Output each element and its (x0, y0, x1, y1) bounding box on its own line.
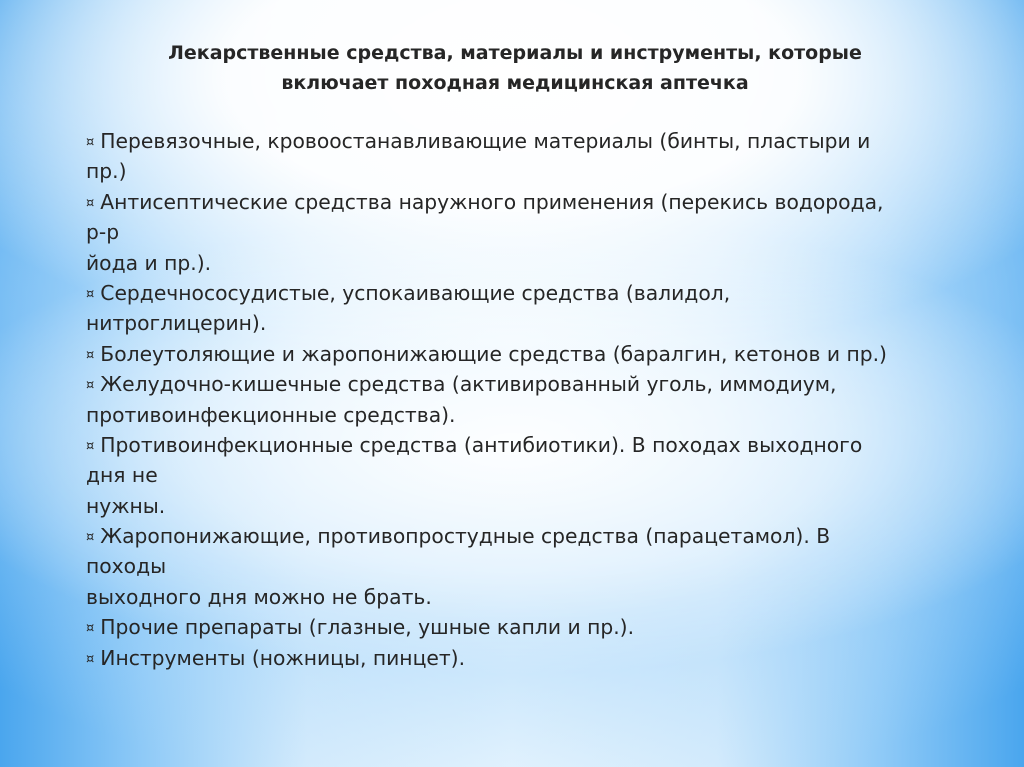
list-line (86, 491, 986, 521)
list-line-text: Болеутоляющие и жаропонижающие средства (баралгин, кетонов и пр.) (100, 341, 887, 366)
list-line-text: Противоинфекционные средства (антибиотики). В походах выходного (100, 432, 863, 457)
list-line (86, 430, 986, 460)
bullet-icon: ¤ (86, 195, 95, 211)
list-line (86, 551, 986, 581)
list-line (86, 187, 986, 217)
list-line (86, 612, 986, 642)
list-line-text: йода и пр.). (86, 250, 212, 275)
bullet-icon: ¤ (86, 286, 95, 302)
list-line-text: Жаропонижающие, противопростудные средства (парацетамол). В (100, 524, 831, 549)
list-line-text: Прочие препараты (глазные, ушные капли и пр.). (100, 615, 635, 640)
list-line (86, 126, 986, 156)
list-line (86, 643, 986, 673)
list-line-text: дня не (86, 463, 158, 488)
title-line-2: включает походная медицинская аптечка (281, 72, 749, 94)
list-line-text: нитроглицерин). (86, 311, 267, 336)
list-line-text: пр.) (86, 159, 127, 184)
list-line-text: походы (86, 554, 167, 579)
list-line (86, 156, 986, 186)
list-line (86, 521, 986, 551)
list-line (86, 308, 986, 338)
list-line-text: нужны. (86, 493, 166, 518)
bullet-icon: ¤ (86, 135, 95, 150)
list-line-text: р-р (86, 220, 120, 245)
bullet-icon: ¤ (86, 438, 95, 454)
bullet-icon: ¤ (86, 530, 95, 546)
title-line-1: Лекарственные средства, материалы и инструменты, которые (168, 42, 862, 64)
bullet-icon: ¤ (86, 347, 95, 363)
list-line-text: Инструменты (ножницы, пинцет). (100, 645, 466, 670)
list-line (86, 339, 986, 369)
bullet-icon: ¤ (86, 651, 95, 667)
bullet-icon: ¤ (86, 378, 95, 394)
list-line (86, 278, 986, 308)
list-line (86, 369, 986, 399)
slide-title (80, 38, 950, 98)
list-line-text: Сердечнососудистые, успокаивающие средства (валидол, (100, 280, 731, 305)
bullet-list (86, 126, 986, 673)
list-line (86, 582, 986, 612)
list-line-text: выходного дня можно не брать. (86, 584, 432, 609)
list-line (86, 460, 986, 490)
list-line-text: Желудочно-кишечные средства (активированный уголь, иммодиум, (100, 372, 837, 397)
list-line-text: противоинфекционные средства). (86, 402, 456, 427)
list-line (86, 400, 986, 430)
list-line-text: Антисептические средства наружного применения (перекись водорода, (100, 189, 884, 214)
bullet-icon: ¤ (86, 621, 95, 637)
list-line (86, 248, 986, 278)
list-line-text: Перевязочные, кровоостанавливающие материалы (бинты, пластыри и (100, 129, 871, 153)
list-line (86, 217, 986, 247)
